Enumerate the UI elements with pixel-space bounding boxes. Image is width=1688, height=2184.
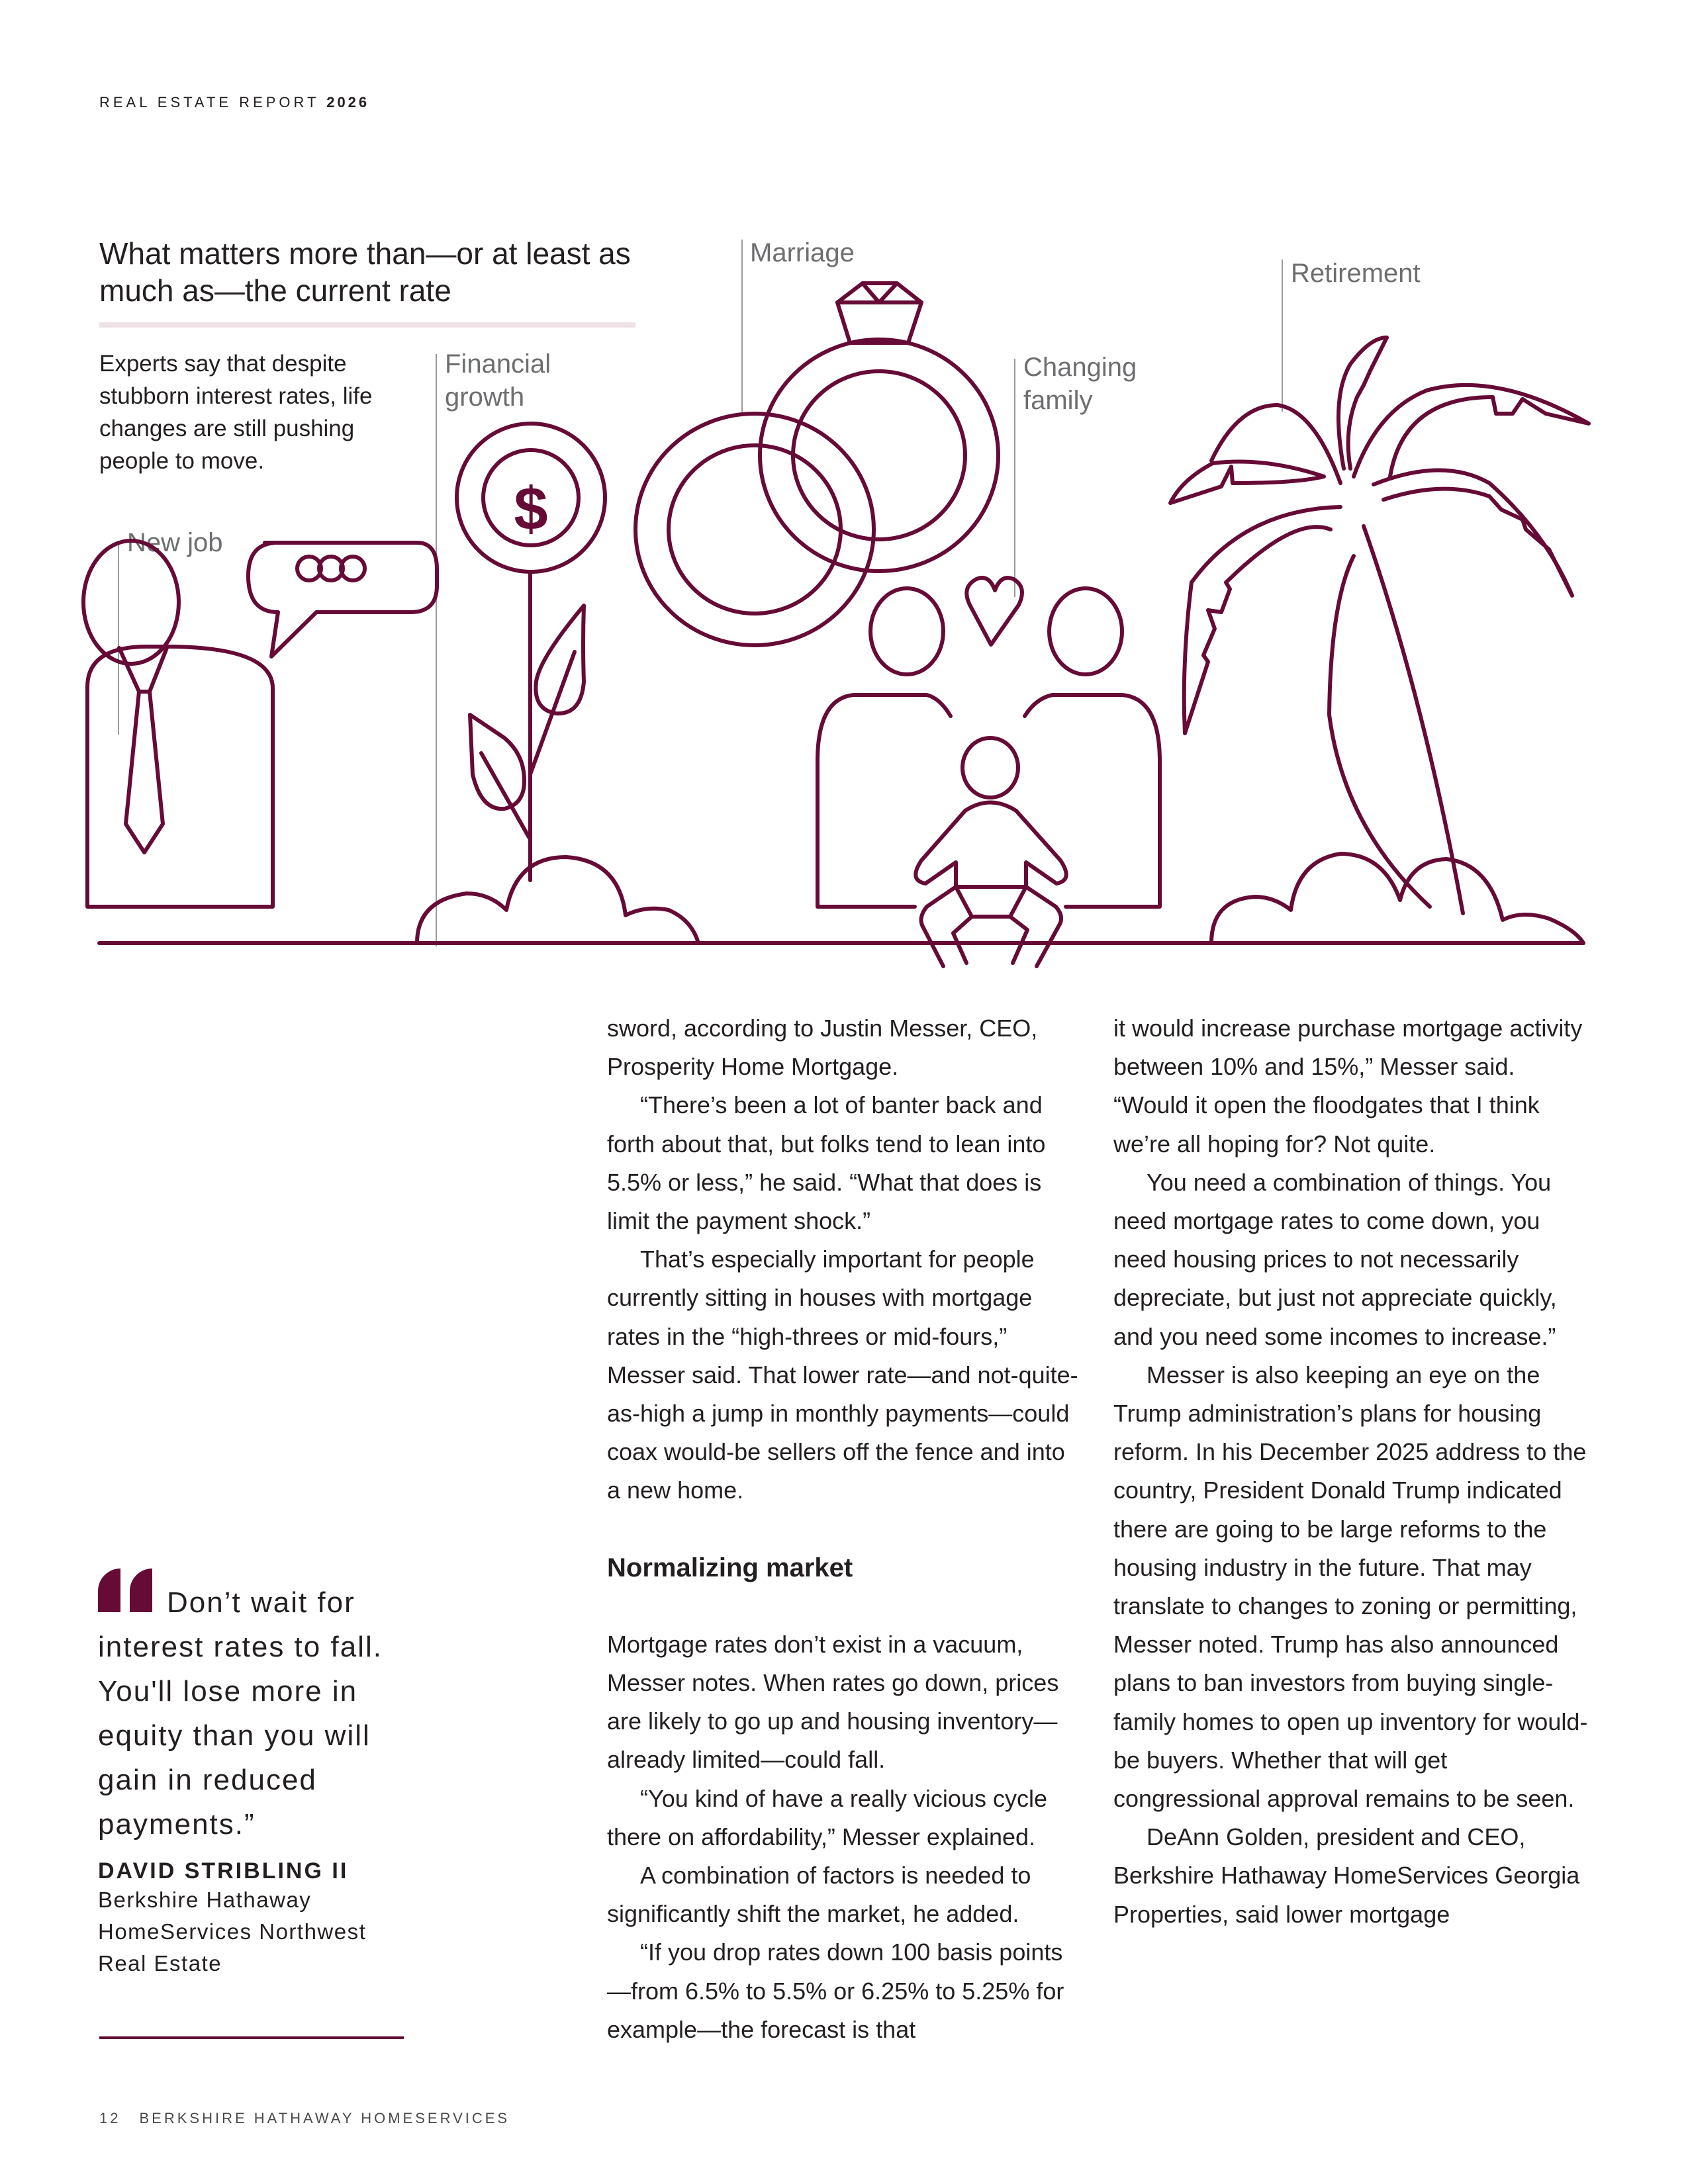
- paragraph: “You kind of have a really vicious cycle there on affordability,” Messer explained.: [607, 1784, 1047, 1850]
- label-changing-family: Changing family: [1023, 353, 1137, 415]
- diamond-icon: [837, 283, 921, 343]
- label-marriage: Marriage: [750, 238, 855, 267]
- infographic-title: What matters more than—or at least as much as—the current rate: [99, 236, 631, 308]
- wedding-rings-icon: [635, 283, 998, 645]
- running-head-title: REAL ESTATE REPORT: [99, 94, 320, 111]
- parent-left-body: [818, 695, 951, 907]
- leaf-left: [470, 715, 529, 837]
- pull-quote-organization: Berkshire Hathaway HomeServices Northwest Real Estate: [98, 1888, 367, 1976]
- ring-left-inner: [669, 445, 841, 614]
- quote-mark-icon: [98, 1569, 154, 1612]
- section-subhead: Normalizing market: [607, 1553, 853, 1582]
- paragraph: “If you drop rates down 100 basis points—from 6.5% to 5.5% or 6.25% to 5.25% for example—the forecast is that: [607, 1938, 1064, 2043]
- running-head-year: 2026: [326, 94, 370, 111]
- parent-left-head: [870, 588, 943, 674]
- pull-quote: [98, 1569, 416, 1979]
- baby-body: [915, 803, 1066, 887]
- label-new-job: New job: [127, 528, 223, 557]
- label-financial-growth: Financial growth: [445, 349, 551, 412]
- baby-head: [962, 738, 1018, 797]
- parent-right-head: [1049, 588, 1122, 674]
- palm-frond-6: [1374, 470, 1572, 596]
- article-column-2: [1113, 1009, 1590, 1934]
- page-number: 12: [99, 2110, 121, 2126]
- palm-frond-1: [1184, 507, 1340, 733]
- ring-right-inner: [793, 371, 965, 539]
- pull-quote-rule: [99, 2036, 404, 2039]
- life-changes-illustration: [0, 0, 1688, 993]
- paragraph: A combination of factors is needed to significantly shift the market, he added.: [607, 1862, 1031, 1928]
- palm-frond-2: [1170, 462, 1324, 504]
- paragraph: sword, according to Justin Messer, CEO, Prosperity Home Mortgage.: [607, 1015, 1038, 1081]
- paragraph: Mortgage rates don’t exist in a vacuum, Messer notes. When rates go down, prices are likely to go up and housing inventory—already limited—could fall.: [607, 1630, 1059, 1774]
- paragraph: DeAnn Golden, president and CEO, Berkshire Hathaway HomeServices Georgia Properties, said lower mortgage: [1113, 1823, 1580, 1928]
- infographic-intro: Experts say that despite stubborn interest rates, life changes are still pushing people to move.: [99, 351, 373, 474]
- paragraph: “There’s been a lot of banter back and forth about that, but folks tend to lean into 5.5% or less,” he said. “What that does is limit the payment shock.”: [607, 1091, 1046, 1235]
- businessman-speech-bubble-icon: [83, 541, 437, 907]
- bush: [417, 857, 698, 943]
- person-body: [87, 647, 273, 907]
- label-retirement: Retirement: [1291, 259, 1421, 288]
- paragraph: it would increase purchase mortgage activity between 10% and 15%,” Messer said. “Would it open the floodgates that I think we’re all hoping for? Not quite.: [1113, 1015, 1583, 1158]
- palm-frond-5: [1354, 385, 1589, 477]
- pull-quote-author: DAVID STRIBLING II: [98, 1858, 349, 1884]
- article-column-1: [607, 1009, 1084, 2049]
- paragraph: Messer is also keeping an eye on the Trump administration’s plans for housing reform. In his December 2025 address to the country, President Donald Trump indicated there are going to be large reforms to the housing industry in the future. That may translate to changes to zoning or permitting, Messer noted. Trump has also announced plans to ban investors from buying single-family homes to open up inventory for would-be buyers. Whether that will get congressional approval remains to be seen.: [1113, 1361, 1588, 1813]
- footer-publication: BERKSHIRE HATHAWAY HOMESERVICES: [139, 2110, 510, 2126]
- baby-legs: [921, 887, 1062, 966]
- pull-quote-text: Don’t wait for interest rates to fall. You'll lose more in equity than you will gain in reduced payments.”: [98, 1586, 383, 1841]
- heart-icon: [966, 578, 1022, 645]
- paragraph: You need a combination of things. You need mortgage rates to come down, you need housing prices to not necessarily depreciate, but just not appreciate quickly, and you need some incomes to increase.”: [1113, 1168, 1557, 1350]
- page-footer: [99, 2110, 510, 2127]
- family-with-baby-icon: [818, 578, 1160, 966]
- dollar-sign-icon: $: [514, 475, 548, 543]
- paragraph: That’s especially important for people currently sitting in houses with mortgage rates in the “high-threes or mid-fours,” Messer said. That lower rate—and not-quite-as-high a jump in monthly payments—could coax would-be sellers off the fence and into a new home.: [607, 1246, 1078, 1504]
- bush-retirement: [1211, 854, 1583, 943]
- palm-tree-icon: [1170, 338, 1589, 943]
- palm-frond-4: [1338, 338, 1387, 469]
- necktie-icon: [119, 648, 167, 852]
- leaf-right: [530, 606, 584, 774]
- money-plant-icon: [417, 424, 698, 943]
